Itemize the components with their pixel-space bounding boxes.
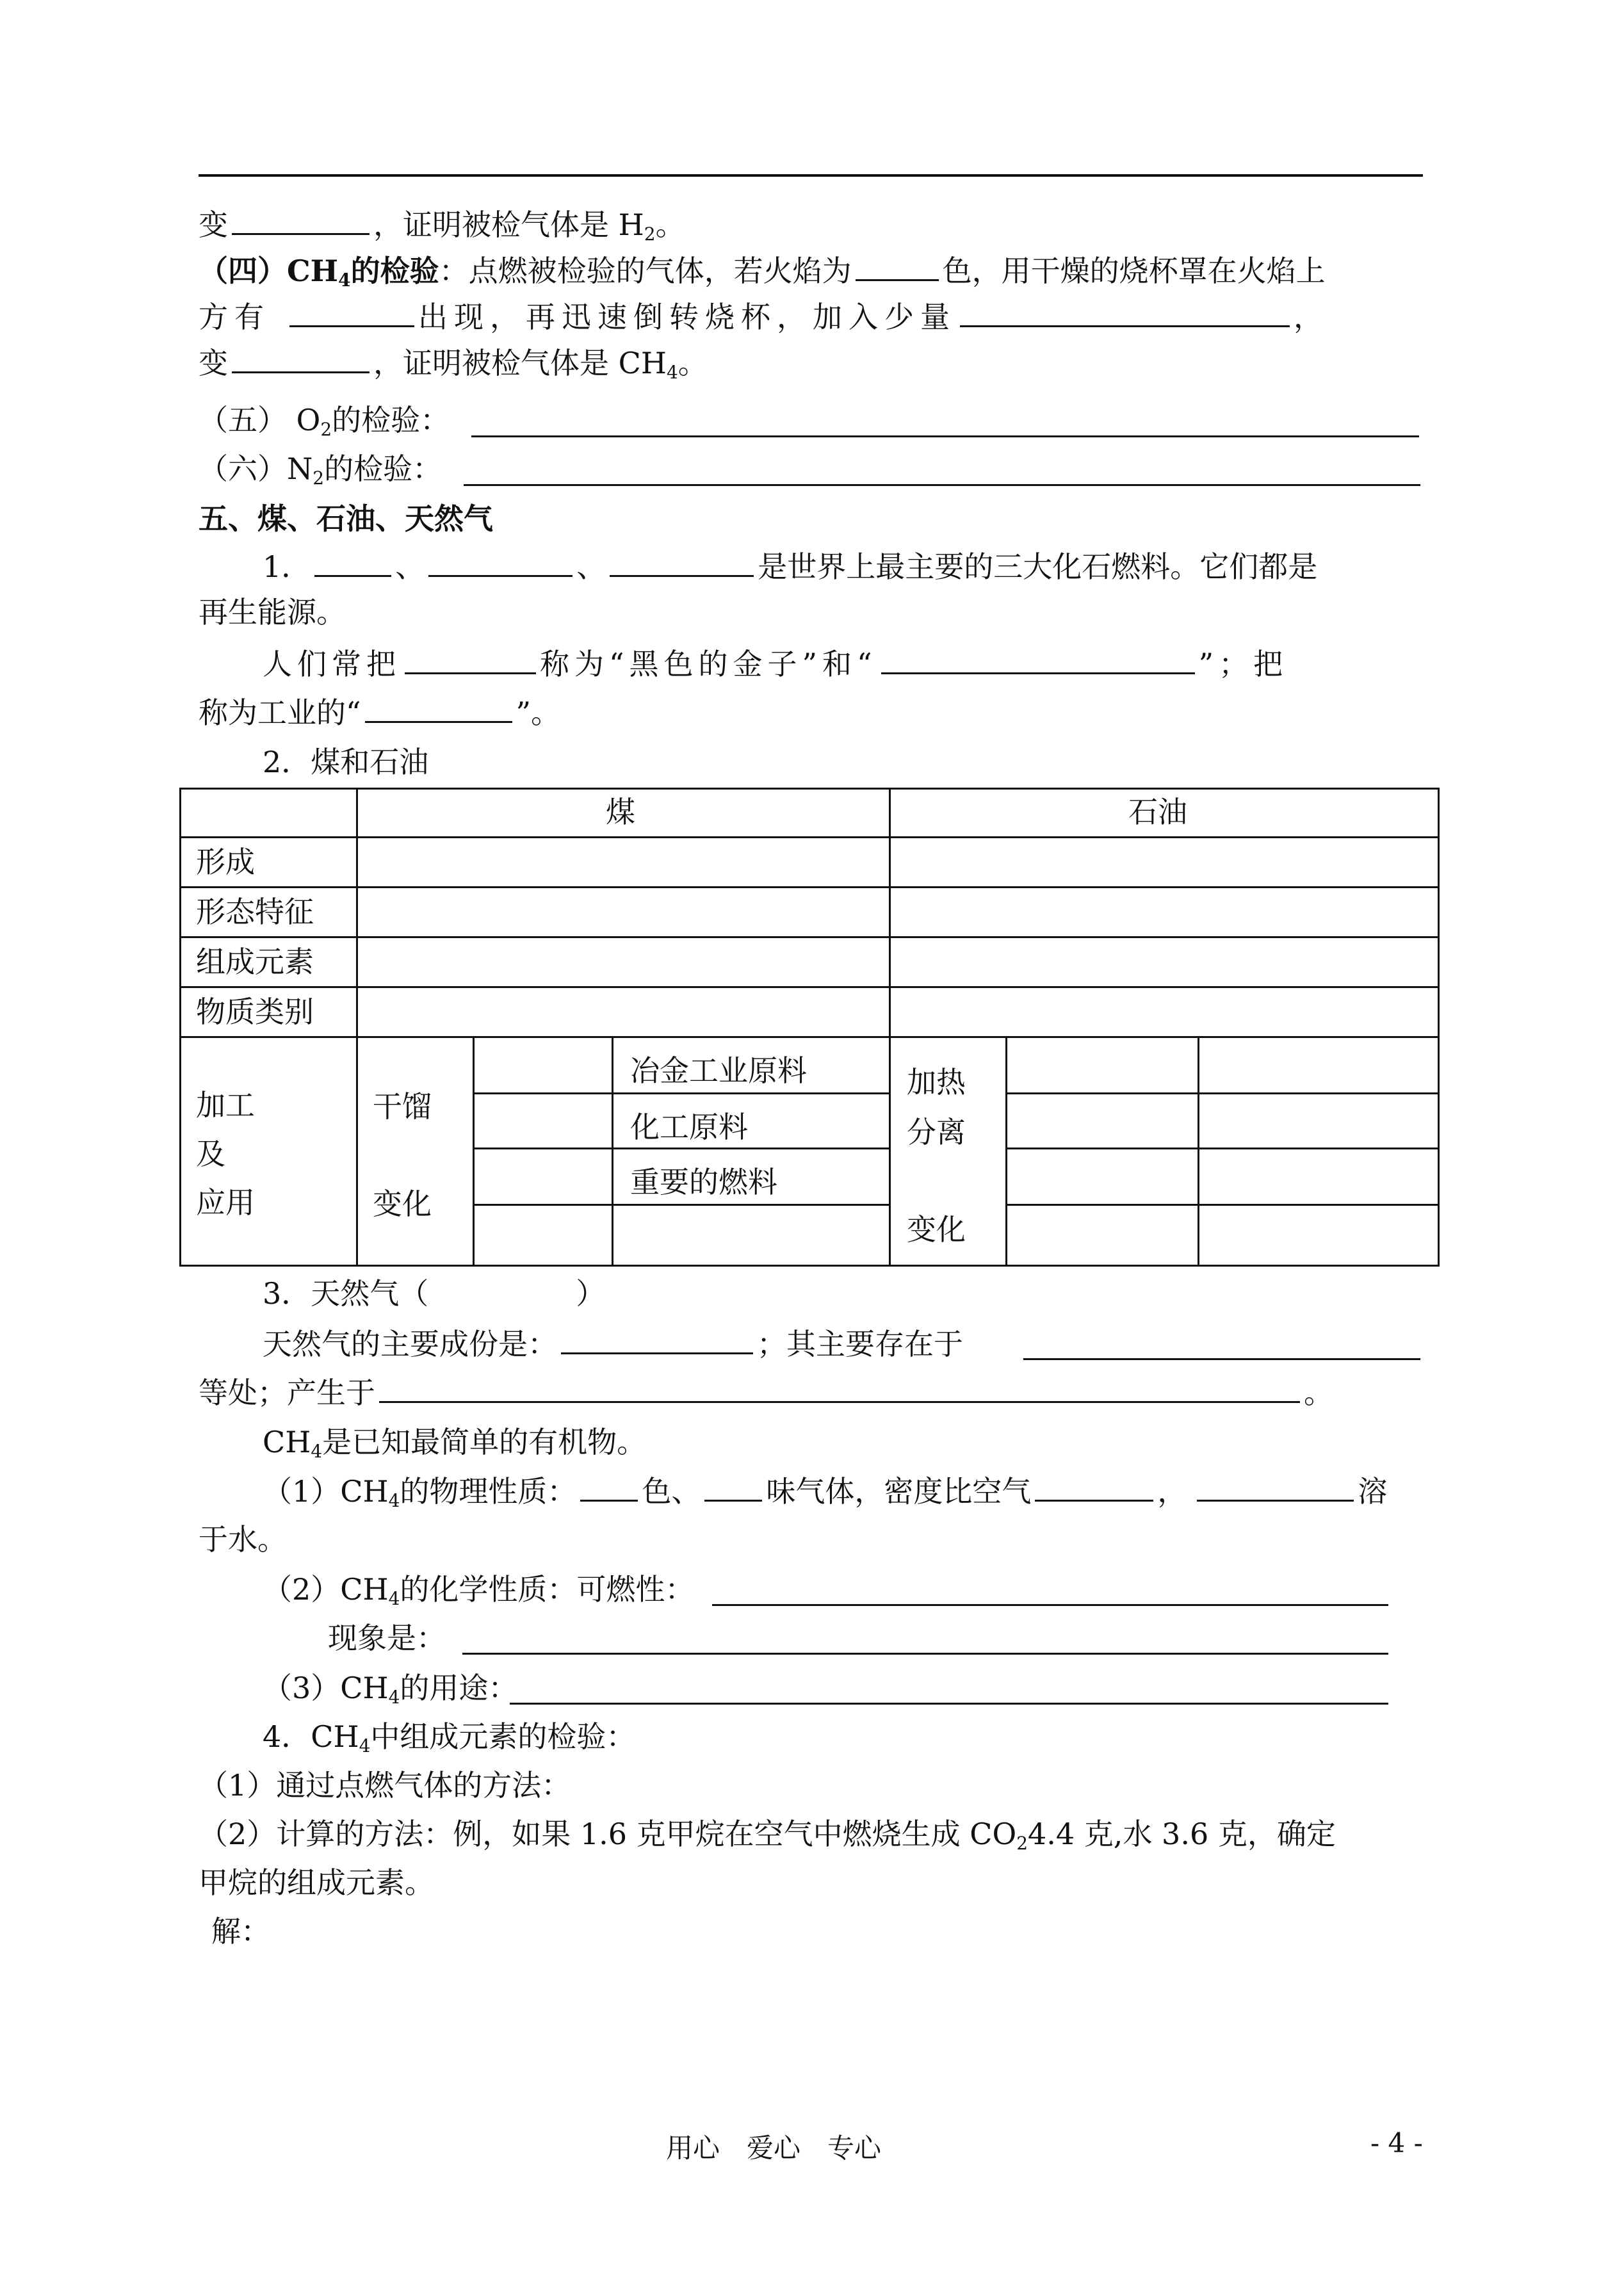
table-rule xyxy=(889,788,891,1265)
text: 色，用干燥的烧杯罩在火焰上 xyxy=(942,254,1326,288)
text: 味气体，密度比空气 xyxy=(766,1474,1032,1509)
dry-distill-label: 变化 xyxy=(373,1187,432,1221)
h2-test-conclusion xyxy=(199,204,685,255)
answer-line[interactable] xyxy=(462,1653,1388,1655)
text: ”。 xyxy=(516,695,561,730)
col-header-oil: 石油 xyxy=(1128,795,1187,829)
table-rule xyxy=(356,788,358,1265)
text: 、 xyxy=(395,549,425,584)
heat-sep-label: 分离 xyxy=(907,1115,966,1149)
coal-product: 重要的燃料 xyxy=(630,1165,777,1199)
footer-motto: 用心 爱心 专心 xyxy=(666,2132,882,2164)
text: ， xyxy=(1294,300,1329,334)
table-rule xyxy=(473,1148,890,1149)
gas-origin xyxy=(199,1372,1333,1413)
ch4-simplest xyxy=(263,1422,646,1472)
ch4-test-heading xyxy=(199,250,1326,301)
method-2-line2: 甲烷的组成元素。 xyxy=(199,1865,434,1900)
black-gold-line xyxy=(263,643,1288,685)
text: 是已知最简单的有机物。 xyxy=(322,1425,647,1459)
text: 、 xyxy=(576,549,606,584)
ch4-test-line2 xyxy=(199,296,1329,337)
text: CH xyxy=(263,1425,311,1459)
subscript: 4 xyxy=(388,1687,400,1708)
table-rule xyxy=(473,1036,475,1265)
method-2 xyxy=(199,1813,1336,1864)
fossil-fuels-item xyxy=(263,546,1317,587)
table-rule xyxy=(1005,1148,1438,1149)
gas-main-component xyxy=(263,1323,963,1365)
coal-product: 冶金工业原料 xyxy=(630,1053,807,1088)
table-rule xyxy=(1005,1036,1007,1265)
text: （2）计算的方法：例，如果 1.6 克甲烷在空气中燃烧生成 CO xyxy=(199,1817,1017,1851)
text: （2）CH xyxy=(263,1572,389,1607)
subscript: 2 xyxy=(1016,1833,1028,1854)
ch4-chemical xyxy=(263,1569,694,1619)
subscript: 4 xyxy=(388,1588,400,1609)
fill-blank[interactable] xyxy=(580,1470,638,1502)
text: 的用途： xyxy=(400,1671,518,1705)
fill-blank[interactable] xyxy=(405,643,536,674)
subscript: 4 xyxy=(311,1441,323,1462)
text: ”；把 xyxy=(1198,647,1288,681)
fill-blank[interactable] xyxy=(289,296,414,327)
table-rule xyxy=(1005,1092,1438,1094)
text: ） xyxy=(576,1276,606,1311)
text: 3．天然气（ xyxy=(263,1276,429,1311)
phenomenon-label: 现象是： xyxy=(328,1621,446,1655)
text: 的检验： xyxy=(332,403,450,437)
answer-line[interactable] xyxy=(510,1703,1388,1705)
fill-blank[interactable] xyxy=(379,1372,1300,1403)
text: 的化学性质：可燃性： xyxy=(400,1572,695,1607)
text: 溶 xyxy=(1358,1474,1388,1509)
fill-blank[interactable] xyxy=(881,643,1195,674)
text: （六）N xyxy=(199,451,313,486)
fill-blank[interactable] xyxy=(232,342,369,373)
text: 出现，再迅速倒转烧杯，加入少量 xyxy=(418,300,956,334)
table-rule xyxy=(473,1092,890,1094)
header-rule xyxy=(199,174,1423,177)
ch4-physical-line2: 于水。 xyxy=(199,1522,287,1557)
text: 。 xyxy=(678,346,708,380)
text: 中组成元素的检验： xyxy=(370,1719,636,1754)
answer-line[interactable] xyxy=(712,1604,1388,1606)
text: 的物理性质： xyxy=(400,1474,577,1509)
table-rule xyxy=(473,1204,890,1206)
fill-blank[interactable] xyxy=(1035,1470,1153,1502)
page-number: - 4 - xyxy=(1370,2127,1423,2159)
n2-answer-line[interactable] xyxy=(464,484,1420,486)
fill-blank[interactable] xyxy=(428,546,572,577)
text: 4．CH xyxy=(263,1719,359,1754)
row-label: 应用 xyxy=(196,1185,255,1220)
subscript: 2 xyxy=(320,419,332,440)
row-label: 形态特征 xyxy=(196,895,314,929)
fill-blank[interactable] xyxy=(856,250,939,281)
section-title: 五、煤、石油、天然气 xyxy=(199,501,493,536)
fossil-fuels-line2: 再生能源。 xyxy=(199,595,346,629)
table-rule xyxy=(1198,1036,1199,1265)
subscript: 4 xyxy=(388,1490,400,1511)
text: 等处；产生于 xyxy=(199,1375,375,1410)
element-test-heading xyxy=(263,1716,635,1767)
subscript: 4 xyxy=(359,1735,371,1756)
table-rule xyxy=(179,986,1438,988)
ch4-test-conclusion xyxy=(199,342,708,393)
row-label: 加工 xyxy=(196,1088,255,1123)
subscript: 2 xyxy=(644,223,656,245)
coal-oil-table xyxy=(179,788,1440,1267)
col-header-coal: 煤 xyxy=(606,795,635,829)
table-rule xyxy=(179,886,1438,888)
text: （1）CH xyxy=(263,1474,389,1509)
table-rule xyxy=(179,1036,1438,1038)
table-rule xyxy=(1005,1204,1438,1206)
fill-blank[interactable] xyxy=(960,296,1290,327)
fill-blank[interactable] xyxy=(704,1470,762,1502)
text: 天然气的主要成份是： xyxy=(263,1327,557,1361)
text: （3）CH xyxy=(263,1671,389,1705)
text: 变 xyxy=(199,207,228,242)
text: 4.4 克,水 3.6 克，确定 xyxy=(1028,1817,1336,1851)
row-label: 组成元素 xyxy=(196,945,314,979)
table-rule xyxy=(179,936,1438,938)
text: ，证明被检气体是 CH xyxy=(373,346,667,380)
subscript: 4 xyxy=(338,270,351,291)
heat-sep-label: 变化 xyxy=(907,1212,966,1247)
o2-test xyxy=(199,400,450,450)
solution-label: 解： xyxy=(211,1914,270,1949)
text: （四）CH xyxy=(199,254,339,288)
text: 人们常把 xyxy=(263,647,401,681)
text: 称为工业的“ xyxy=(199,695,361,730)
row-label: 物质类别 xyxy=(196,994,314,1029)
black-gold-line2 xyxy=(199,692,560,733)
text: 色、 xyxy=(642,1474,701,1509)
text: ， xyxy=(1157,1474,1187,1509)
table-rule xyxy=(179,836,1438,838)
fill-blank[interactable] xyxy=(314,546,391,577)
fill-blank[interactable] xyxy=(1197,1470,1354,1502)
text: 的检验 xyxy=(350,254,439,288)
text: 1． xyxy=(263,549,311,584)
dry-distill-label: 干馏 xyxy=(373,1089,432,1124)
natural-gas-heading xyxy=(263,1273,605,1314)
row-label: 及 xyxy=(196,1137,225,1171)
fill-blank[interactable] xyxy=(561,1323,753,1354)
subscript: 2 xyxy=(313,467,325,489)
o2-answer-line[interactable] xyxy=(471,435,1419,437)
text: 。 xyxy=(1304,1375,1333,1410)
text: 的检验： xyxy=(324,451,443,486)
ch4-physical xyxy=(263,1470,1387,1521)
text: 是世界上最主要的三大化石燃料。它们都是 xyxy=(758,549,1318,584)
text: （五） O xyxy=(199,403,321,437)
text: ；其主要存在于 xyxy=(757,1327,963,1361)
text: 方有 xyxy=(199,300,270,334)
fill-blank[interactable] xyxy=(610,546,754,577)
text: ：点燃被检验的气体，若火焰为 xyxy=(439,254,852,288)
coal-product: 化工原料 xyxy=(630,1110,748,1144)
text: 变 xyxy=(199,346,228,380)
fill-blank[interactable] xyxy=(232,204,369,235)
text: ，证明被检气体是 H xyxy=(373,207,644,242)
text: 。 xyxy=(655,207,685,242)
method-1: （1）通过点燃气体的方法： xyxy=(199,1768,571,1803)
n2-test xyxy=(199,448,442,499)
table-rule xyxy=(612,1036,613,1265)
ch4-use xyxy=(263,1667,517,1718)
answer-line[interactable] xyxy=(1023,1358,1420,1360)
coal-oil-heading: 2．煤和石油 xyxy=(263,745,429,779)
text: 称为“黑色的金子”和“ xyxy=(540,647,877,681)
subscript: 4 xyxy=(666,362,678,383)
heat-sep-label: 加热 xyxy=(907,1065,966,1099)
row-label: 形成 xyxy=(196,845,255,879)
fill-blank[interactable] xyxy=(365,692,512,723)
